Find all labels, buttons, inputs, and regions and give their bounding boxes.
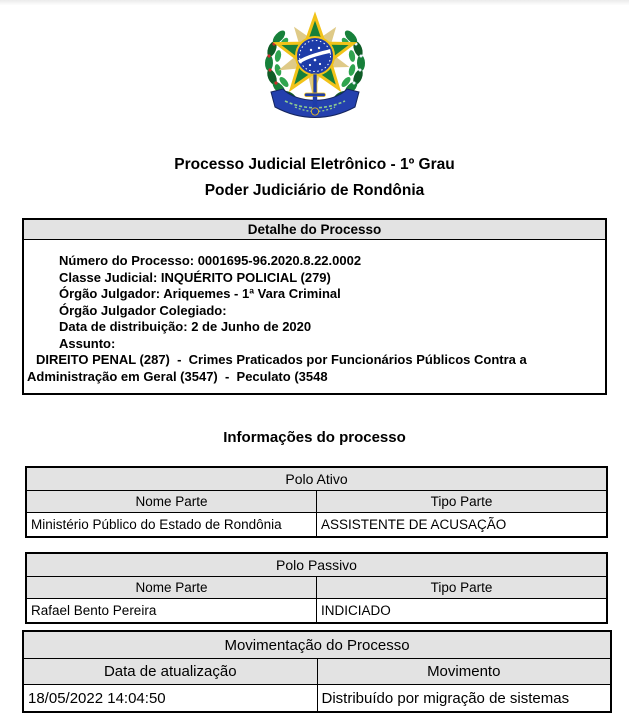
polo-ativo-table — [25, 466, 608, 538]
field-numero-processo: Número do Processo: 0001695-96.2020.8.22.0002 — [59, 253, 362, 268]
column-header-row — [26, 577, 607, 599]
page-top-edge — [0, 0, 629, 5]
table-row — [26, 513, 607, 538]
cell-nome-parte: Rafael Bento Pereira — [26, 599, 317, 624]
table-row — [23, 685, 611, 713]
detail-box-body — [24, 240, 605, 385]
column-header-tipo-parte: Tipo Parte — [317, 577, 608, 599]
process-detail-box — [22, 218, 607, 395]
column-header-nome-parte: Nome Parte — [26, 491, 317, 513]
table-title-polo-passivo: Polo Passivo — [26, 553, 607, 577]
cell-data-atualizacao: 18/05/2022 14:04:50 — [23, 685, 317, 713]
brazil-coat-of-arms-icon — [249, 8, 381, 120]
detail-box-title: Detalhe do Processo — [24, 220, 605, 240]
section-heading-informacoes: Informações do processo — [223, 429, 406, 446]
field-data-distribuicao: Data de distribuição: 2 de Junho de 2020 — [59, 319, 312, 334]
field-orgao-julgador: Órgão Julgador: Ariquemes - 1ª Vara Criminal — [59, 286, 341, 301]
document-titles — [0, 152, 629, 204]
table-title-polo-ativo: Polo Ativo — [26, 467, 607, 491]
polo-passivo-table — [25, 552, 608, 624]
field-orgao-julgador-colegiado: Órgão Julgador Colegiado: — [59, 302, 227, 318]
column-header-tipo-parte: Tipo Parte — [317, 491, 608, 513]
column-header-nome-parte: Nome Parte — [26, 577, 317, 599]
field-assunto-value: DIREITO PENAL (287) - Crimes Praticados por Funcionários Públicos Contra a Administração em Geral (3547) - Peculato (3548 — [27, 352, 530, 384]
field-assunto-label: Assunto: — [59, 335, 116, 351]
cell-tipo-parte: ASSISTENTE DE ACUSAÇÃO — [317, 513, 608, 538]
column-header-data-atualizacao: Data de atualização — [23, 659, 317, 685]
title-line-2: Poder Judiciário de Rondônia — [204, 182, 425, 199]
movimentacao-table — [22, 630, 612, 713]
field-classe-judicial: Classe Judicial: INQUÉRITO POLICIAL (279) — [59, 269, 331, 285]
cell-tipo-parte: INDICIADO — [317, 599, 608, 624]
cell-movimento: Distribuído por migração de sistemas — [317, 685, 611, 713]
column-header-movimento: Movimento — [317, 659, 611, 685]
table-title-movimentacao: Movimentação do Processo — [23, 631, 611, 659]
table-row — [26, 599, 607, 624]
cell-nome-parte: Ministério Público do Estado de Rondônia — [26, 513, 317, 538]
title-line-1: Processo Judicial Eletrônico - 1º Grau — [174, 156, 455, 173]
column-header-row — [26, 491, 607, 513]
column-header-row — [23, 659, 611, 685]
